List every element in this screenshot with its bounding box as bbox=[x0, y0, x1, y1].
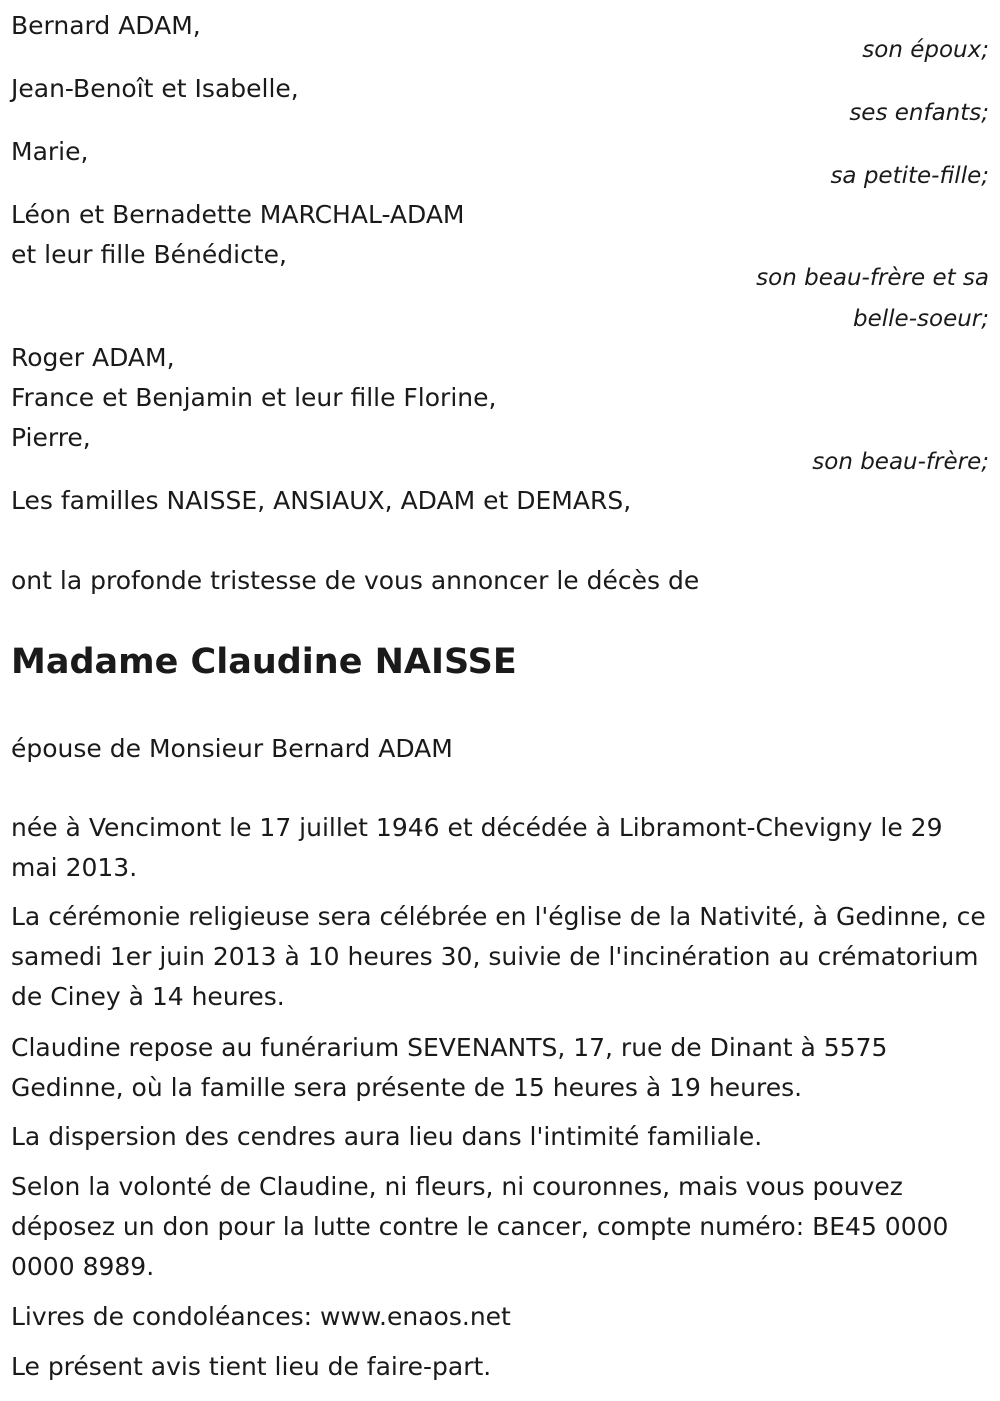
in-laws-2-line-3: Pierre, bbox=[11, 423, 91, 452]
in-laws-2-relation: son beau-frère; bbox=[812, 449, 989, 475]
condolences-paragraph: Livres de condoléances: www.enaos.net bbox=[11, 1302, 511, 1331]
ashes-paragraph: La dispersion des cendres aura lieu dans l'intimité familiale. bbox=[11, 1122, 763, 1151]
in-laws-2-line-1: Roger ADAM, bbox=[11, 343, 175, 372]
in-laws-2-line-2: France et Benjamin et leur fille Florine, bbox=[11, 383, 497, 412]
notice-paragraph: Le présent avis tient lieu de faire-part. bbox=[11, 1352, 492, 1381]
deceased-name: Madame Claudine NAISSE bbox=[11, 642, 517, 682]
spouse-relation: son époux; bbox=[862, 37, 989, 63]
announcement-line: ont la profonde tristesse de vous annoncer le décès de bbox=[11, 566, 700, 595]
in-laws-1-line-1: Léon et Bernadette MARCHAL-ADAM bbox=[11, 200, 465, 229]
in-laws-1-relation-line-1: son beau-frère et sa bbox=[756, 265, 989, 291]
children-relation: ses enfants; bbox=[849, 100, 989, 126]
granddaughter-name: Marie, bbox=[11, 137, 89, 166]
donation-paragraph: Selon la volonté de Claudine, ni fleurs, ni couronnes, mais vous pouvez déposez un don pour la lutte contre le cancer, compte numéro: BE45 0000 0000 8989. bbox=[11, 1172, 949, 1281]
funeral-home-paragraph: Claudine repose au funérarium SEVENANTS, 17, rue de Dinant à 5575 Gedinne, où la famille sera présente de 15 heures à 19 heures. bbox=[11, 1033, 888, 1102]
deceased-spouse-line: épouse de Monsieur Bernard ADAM bbox=[11, 734, 453, 763]
granddaughter-relation: sa petite-fille; bbox=[830, 163, 989, 189]
birth-death-paragraph: née à Vencimont le 17 juillet 1946 et décédée à Libramont-Chevigny le 29 mai 2013. bbox=[11, 813, 943, 882]
families-line: Les familles NAISSE, ANSIAUX, ADAM et DEMARS, bbox=[11, 486, 632, 515]
ceremony-paragraph: La cérémonie religieuse sera célébrée en l'église de la Nativité, à Gedinne, ce samedi 1er juin 2013 à 10 heures 30, suivie de l'incinération au crématorium de Ciney à 14 heures. bbox=[11, 902, 986, 1011]
in-laws-1-line-2: et leur fille Bénédicte, bbox=[11, 240, 287, 269]
children-names: Jean-Benoît et Isabelle, bbox=[11, 74, 299, 103]
spouse-name: Bernard ADAM, bbox=[11, 11, 201, 40]
in-laws-1-relation-line-2: belle-soeur; bbox=[853, 306, 989, 332]
